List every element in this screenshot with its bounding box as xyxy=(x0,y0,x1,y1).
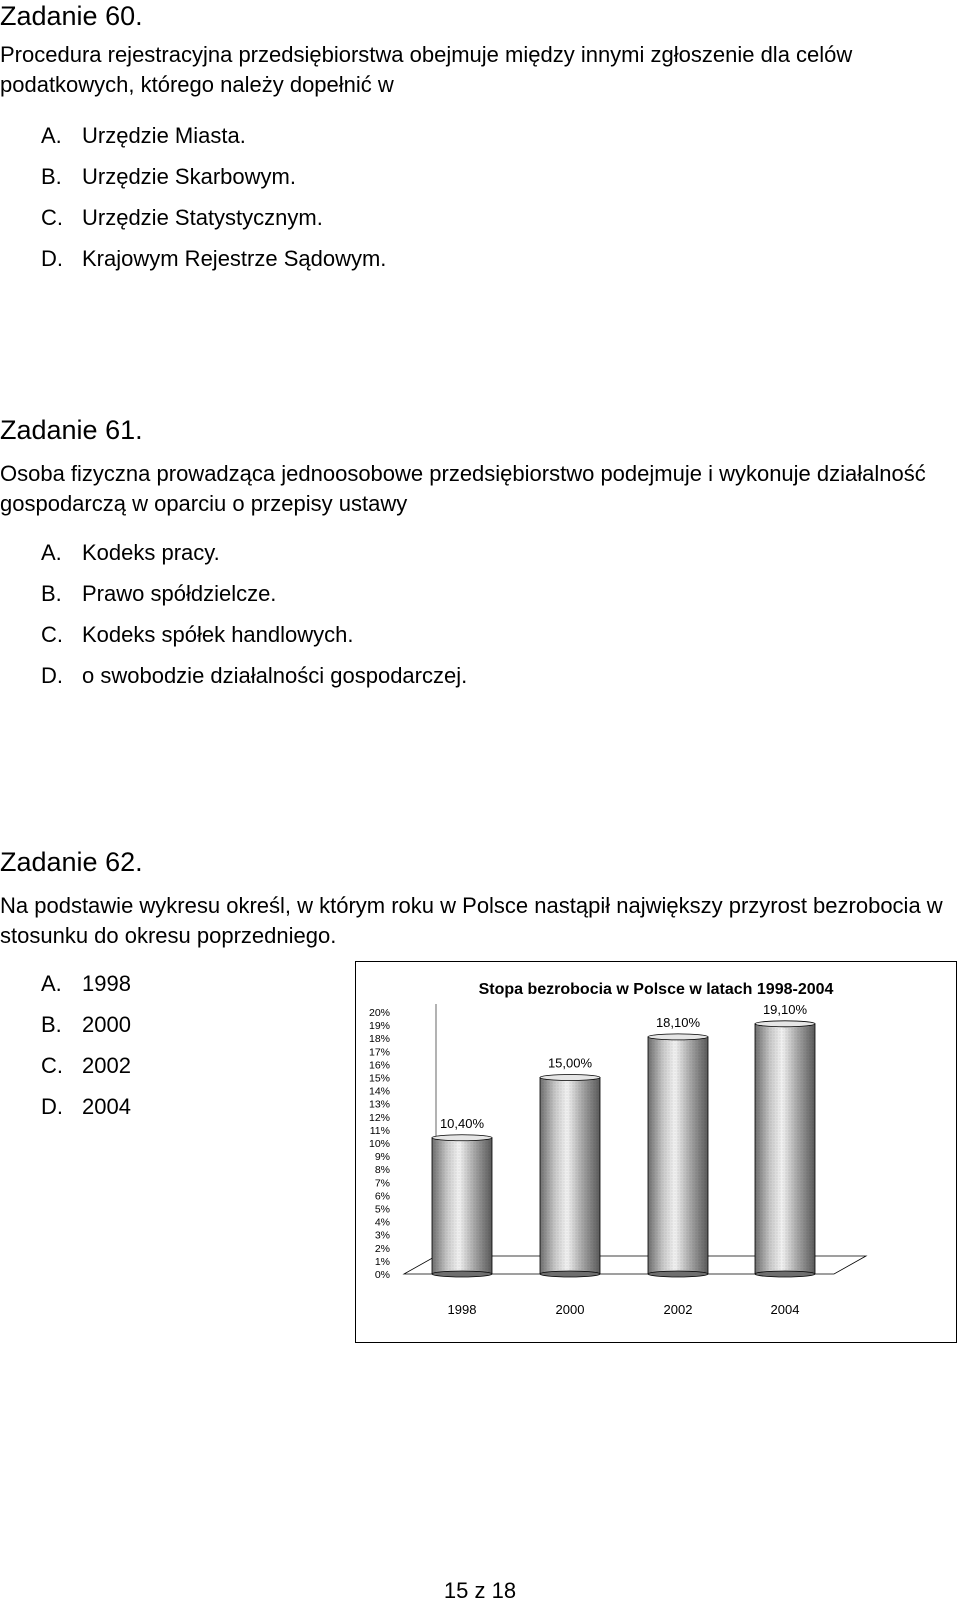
bar-data-label: 15,00% xyxy=(547,1055,593,1071)
option-text: Urzędzie Miasta. xyxy=(82,123,246,148)
bar-texture xyxy=(755,1024,815,1274)
bar-top xyxy=(432,1135,492,1141)
page-number: 15 z 18 xyxy=(443,1578,517,1603)
y-tick-label: 2% xyxy=(374,1242,390,1255)
y-tick-label: 11% xyxy=(369,1124,390,1137)
option-text: Krajowym Rejestrze Sądowym. xyxy=(82,246,387,271)
option-text: 2004 xyxy=(82,1094,131,1119)
bar-data-label: 18,10% xyxy=(655,1014,701,1030)
option-text: o swobodzie działalności gospodarczej. xyxy=(82,663,468,688)
chart-bar xyxy=(648,1034,708,1277)
task-60-question: Procedura rejestracyjna przedsiębiorstwa obejmuje między innymi zgłoszenie dla celów podatkowych, którego należy dopełnić w xyxy=(0,42,853,97)
option-letter: D. xyxy=(41,663,63,688)
x-tick-label: 2004 xyxy=(770,1302,800,1317)
option-letter: A. xyxy=(41,971,62,996)
chart-data-labels xyxy=(440,1002,808,1131)
y-tick-label: 6% xyxy=(374,1190,390,1203)
bar-data-label: 19,10% xyxy=(762,1001,808,1017)
y-tick-label: 1% xyxy=(374,1255,390,1268)
x-tick-label: 2002 xyxy=(663,1302,693,1317)
option-text: Prawo spółdzielcze. xyxy=(82,581,277,606)
option-text: 2000 xyxy=(82,1012,131,1037)
y-tick-label: 20% xyxy=(368,1007,390,1019)
bar-top xyxy=(540,1075,600,1081)
task-62-option-a[interactable] xyxy=(41,971,131,997)
option-letter: B. xyxy=(41,164,62,189)
option-letter: A. xyxy=(41,123,62,148)
task-61-option-a[interactable] xyxy=(41,540,220,566)
chart-y-axis xyxy=(369,1007,390,1281)
task-61-option-d[interactable] xyxy=(41,663,467,689)
y-tick-label: 4% xyxy=(374,1216,390,1229)
y-tick-label: 7% xyxy=(374,1177,390,1190)
bar-base xyxy=(432,1271,492,1277)
option-letter: D. xyxy=(41,246,63,271)
chart-bars xyxy=(432,1021,815,1277)
bar-base xyxy=(755,1271,815,1277)
chart-title: Stopa bezrobocia w Polsce w latach 1998-2004 xyxy=(478,981,834,998)
task-62-option-d[interactable] xyxy=(41,1094,131,1120)
task-60-title: Zadanie 60. xyxy=(0,1,143,31)
chart-svg xyxy=(356,962,956,1342)
bar-texture xyxy=(540,1078,600,1275)
bar-data-label: 10,40% xyxy=(439,1115,485,1131)
unemployment-chart xyxy=(355,961,957,1343)
option-letter: C. xyxy=(41,205,63,230)
task-61-option-b[interactable] xyxy=(41,581,276,607)
bar-texture xyxy=(648,1037,708,1274)
option-letter: D. xyxy=(41,1094,63,1119)
chart-bar xyxy=(540,1075,600,1278)
y-tick-label: 15% xyxy=(368,1072,390,1085)
task-62-option-b[interactable] xyxy=(41,1012,131,1038)
task-62-title: Zadanie 62. xyxy=(0,847,143,877)
option-letter: C. xyxy=(41,622,63,647)
y-tick-label: 19% xyxy=(368,1020,390,1033)
chart-bar xyxy=(432,1135,492,1277)
task-60-option-d[interactable] xyxy=(41,246,386,272)
option-letter: B. xyxy=(41,1012,62,1037)
option-text: Kodeks pracy. xyxy=(82,540,220,565)
bar-top xyxy=(648,1034,708,1040)
x-tick-label: 2000 xyxy=(555,1302,585,1317)
task-61-option-c[interactable] xyxy=(41,622,354,648)
option-text: 1998 xyxy=(82,971,131,996)
bar-top xyxy=(755,1021,815,1027)
y-tick-label: 12% xyxy=(368,1111,390,1124)
option-text: Urzędzie Skarbowym. xyxy=(82,164,296,189)
bar-base xyxy=(648,1271,708,1277)
task-62-question: Na podstawie wykresu określ, w którym roku w Polsce nastąpił największy przyrost bezrobocia w stosunku do okresu poprzedniego. xyxy=(0,893,943,948)
option-letter: B. xyxy=(41,581,62,606)
task-60-option-a[interactable] xyxy=(41,123,246,149)
task-62-option-c[interactable] xyxy=(41,1053,131,1079)
option-letter: A. xyxy=(41,540,62,565)
y-tick-label: 10% xyxy=(368,1138,390,1150)
y-tick-label: 13% xyxy=(368,1098,390,1111)
y-tick-label: 18% xyxy=(368,1033,390,1046)
chart-bar xyxy=(755,1021,815,1277)
option-text: 2002 xyxy=(82,1053,131,1078)
task-61-title: Zadanie 61. xyxy=(0,415,143,445)
x-tick-label: 1998 xyxy=(447,1302,477,1317)
task-61-question: Osoba fizyczna prowadząca jednoosobowe przedsiębiorstwo podejmuje i wykonuje działalność gospodarczą w oparciu o przepisy ustawy xyxy=(0,461,926,516)
y-tick-label: 5% xyxy=(374,1203,390,1216)
y-tick-label: 3% xyxy=(374,1229,390,1242)
chart-x-axis xyxy=(448,1302,800,1317)
option-text: Urzędzie Statystycznym. xyxy=(82,205,323,230)
option-letter: C. xyxy=(41,1053,63,1078)
y-tick-label: 16% xyxy=(368,1059,390,1072)
bar-base xyxy=(540,1271,600,1277)
y-tick-label: 14% xyxy=(368,1085,390,1098)
y-tick-label: 0% xyxy=(374,1269,390,1281)
task-60-option-c[interactable] xyxy=(41,205,323,231)
y-tick-label: 8% xyxy=(374,1164,390,1177)
y-tick-label: 9% xyxy=(374,1151,390,1164)
bar-texture xyxy=(432,1138,492,1274)
option-text: Kodeks spółek handlowych. xyxy=(82,622,354,647)
task-60-option-b[interactable] xyxy=(41,164,296,190)
y-tick-label: 17% xyxy=(368,1046,390,1059)
